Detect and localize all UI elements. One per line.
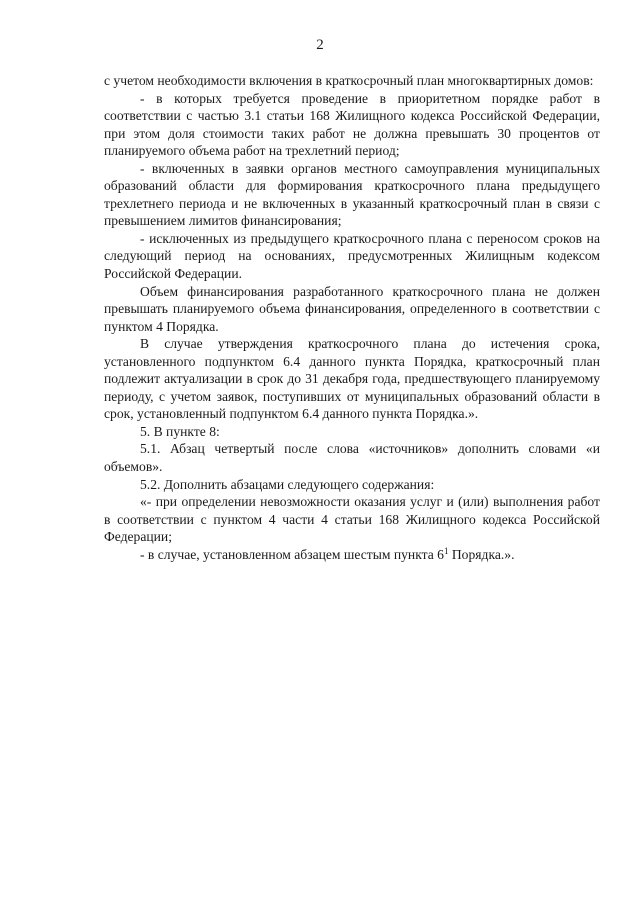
- paragraph-new-item-services: «- при определении невозможности оказания услуг и (или) выполнения работ в соответствии с пунктом 4 части 4 статьи 168 Жилищного кодекса Российской Федерации;: [104, 494, 600, 545]
- paragraph-item-excluded: - исключенных из предыдущего краткосрочного плана с переносом сроков на следующий период на основаниях, предусмотренных Жилищным кодексом Российской Федерации.: [104, 230, 600, 282]
- superscript-index: 1: [443, 545, 449, 556]
- paragraph-new-item-case-end: Порядка.».: [448, 546, 515, 562]
- paragraph-financing-limit: Объем финансирования разработанного краткосрочного плана не должен превышать планируемого объема финансирования, определенного в соответствии с пунктом 4 Порядка.: [104, 283, 600, 334]
- paragraph-clause-5-2: 5.2. Дополнить абзацами следующего содержания:: [140, 476, 435, 492]
- document-body: [104, 72, 600, 563]
- page-number: 2: [316, 37, 324, 53]
- paragraph-new-item-case-text: - в случае, установленном абзацем шестым пункта 6: [140, 546, 444, 562]
- paragraph-item-previous-requests: - включенных в заявки органов местного самоуправления муниципальных образований области для формирования краткосрочного плана предыдущего трехлетнего периода и не включенных в указанный краткосрочный план в связи с превышением лимитов финансирования;: [104, 160, 600, 229]
- paragraph-plan-update: В случае утверждения краткосрочного плана до истечения срока, установленного подпунктом 6.4 данного пункта Порядка, краткосрочный план подлежит актуализации в срок до 31 декабря года, предшествующего планируемому периоду, с учетом заявок, поступивших от муниципальных образований области в срок, установленный подпунктом 6.4 данного пункта Порядка.».: [104, 336, 600, 422]
- paragraph-clause-5-1: 5.1. Абзац четвертый после слова «источников» дополнить словами «и объемов».: [104, 441, 600, 475]
- paragraph-clause-5: 5. В пункте 8:: [140, 423, 220, 439]
- paragraph-item-priority-works: - в которых требуется проведение в приоритетном порядке работ в соответствии с частью 3.1 статьи 168 Жилищного кодекса Российской Федерации, при этом доля стоимости таких работ не должна превышать 30 процентов от планируемого объема работ на трехлетний период;: [104, 90, 600, 159]
- paragraph-intro: с учетом необходимости включения в краткосрочный план многоквартирных домов:: [104, 73, 594, 88]
- paragraph-new-item-case: [104, 546, 600, 564]
